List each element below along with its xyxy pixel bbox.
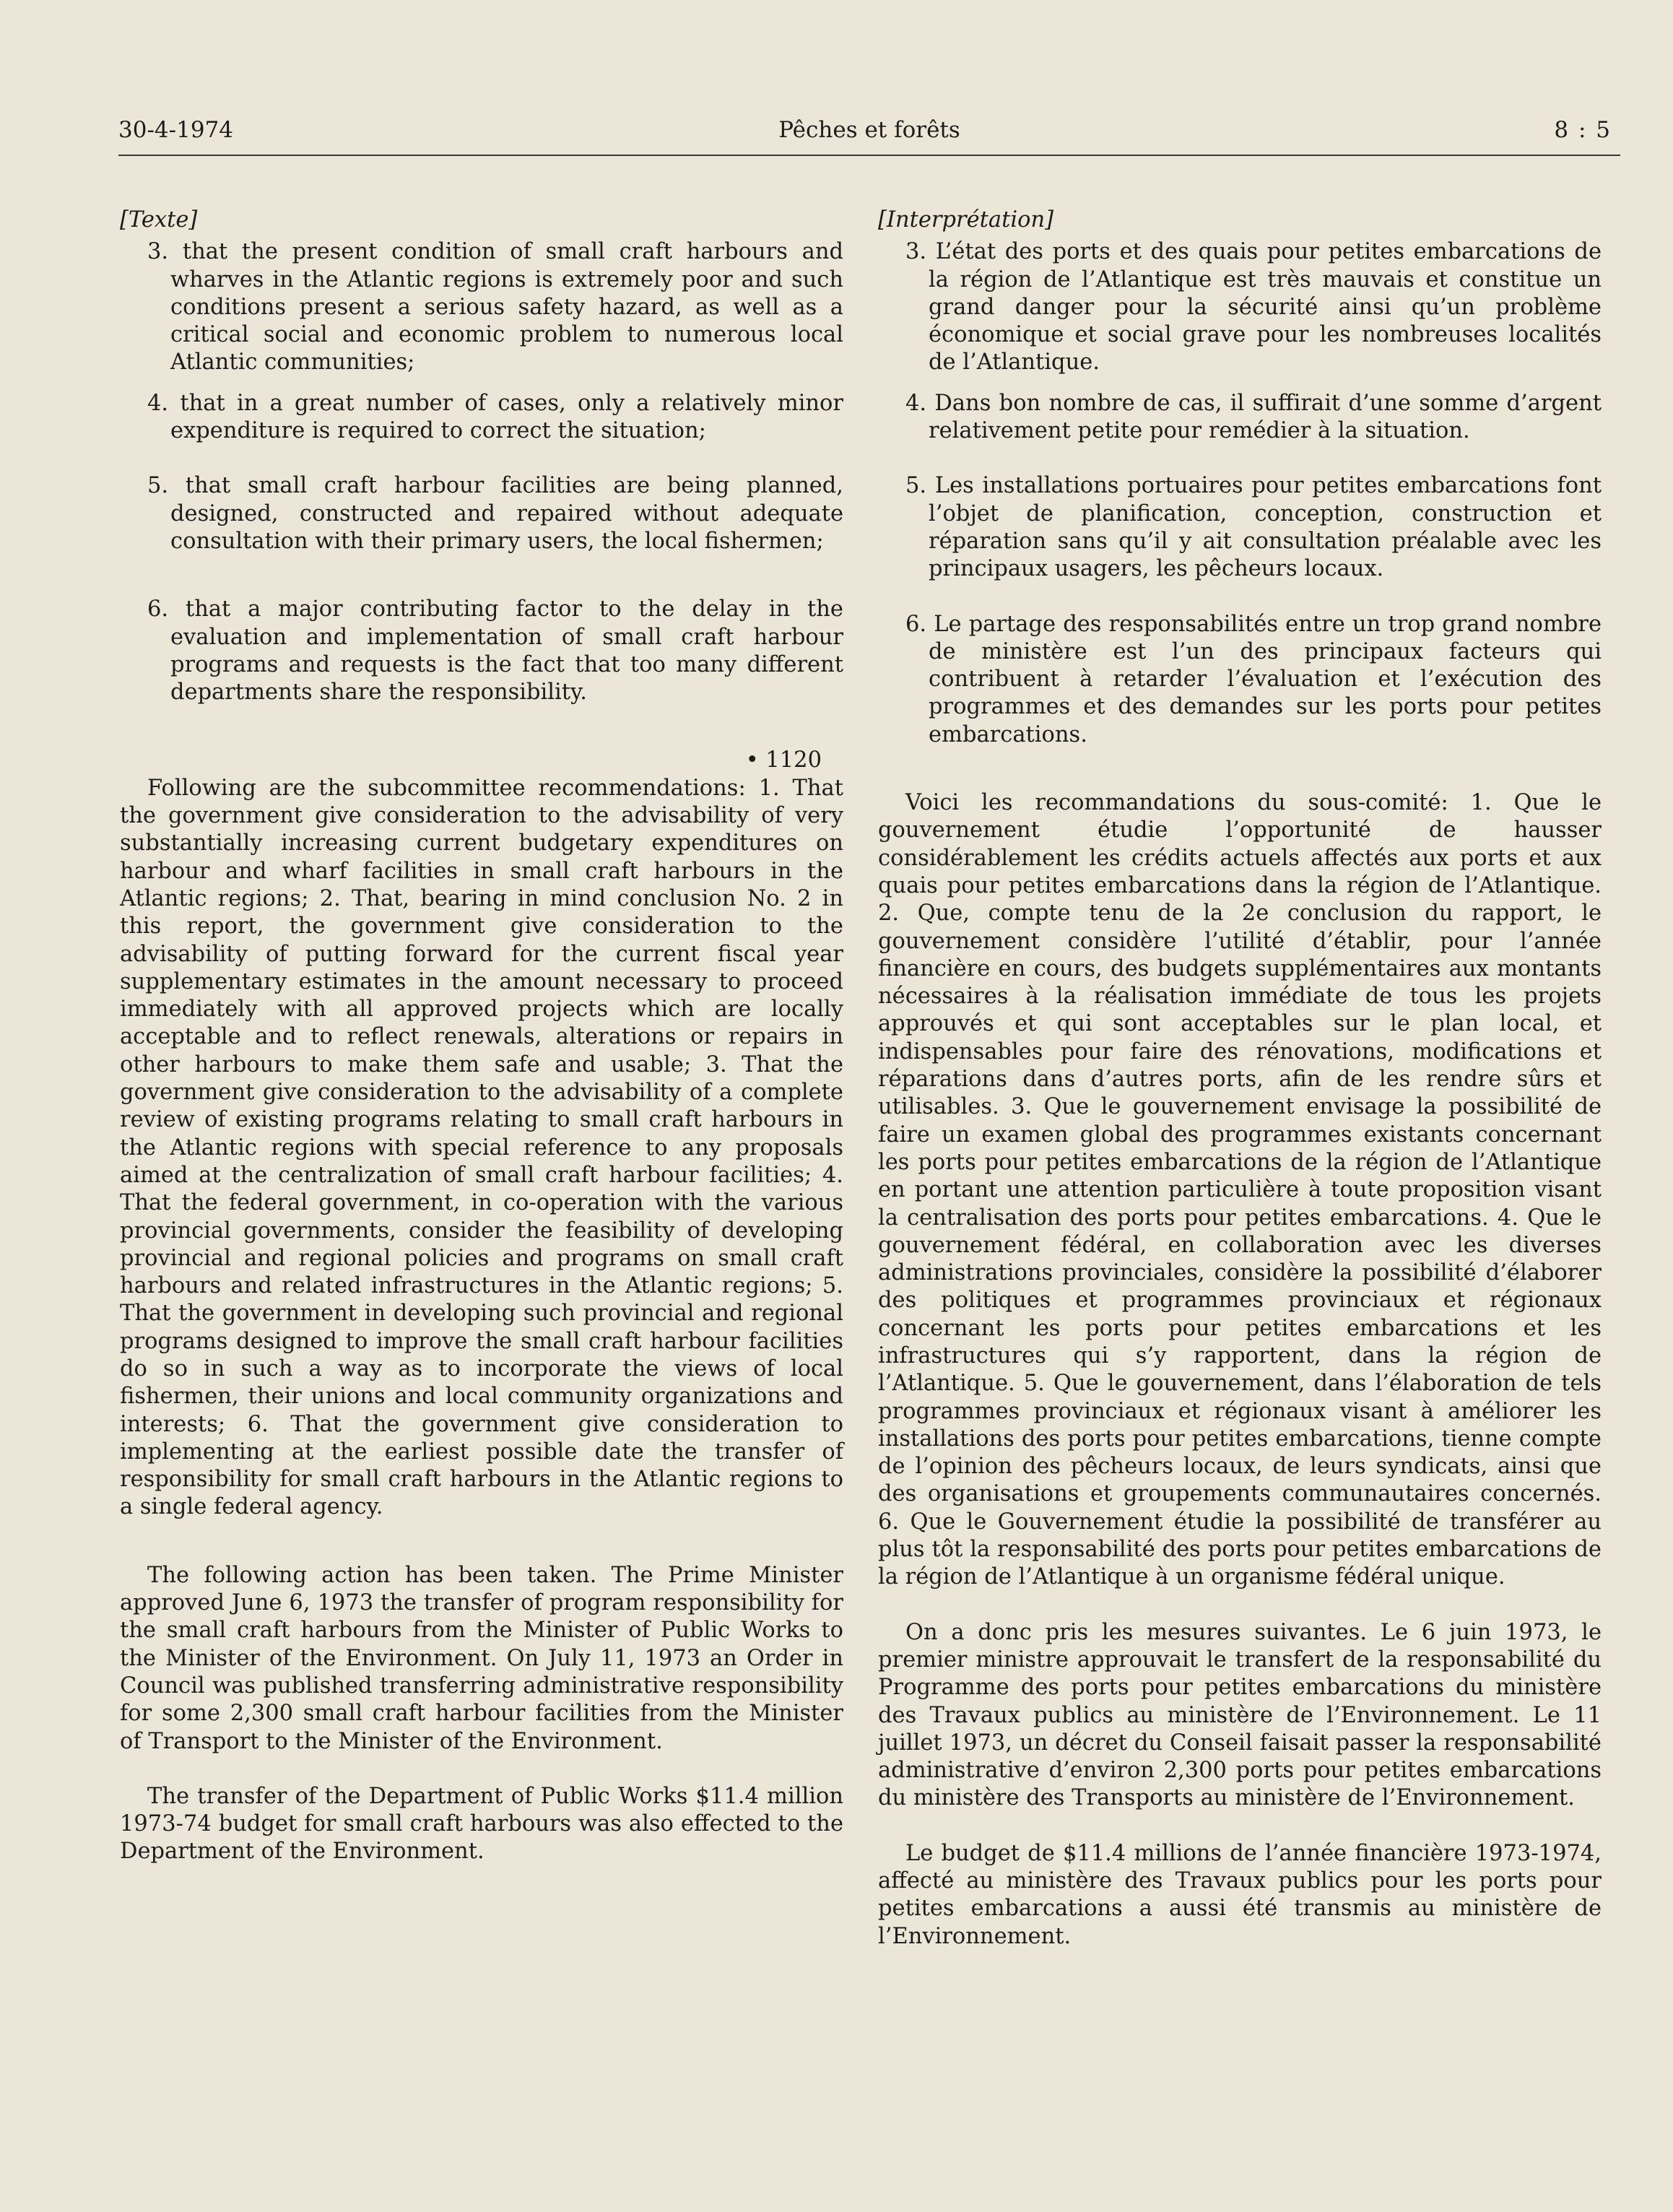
french-conclusion-5: 5. Les installations portuaires pour petites embarcations font l’objet de planification, conception, construction et réparation sans qu’il y ait consultation préalable avec les principaux usagers, les pêcheurs locaux. bbox=[905, 473, 1602, 582]
english-conclusion-6: 6. that a major contributing factor to the delay in the evaluation and implementation of small craft harbour programs and requests is the fact that too many different departments share the responsibility. bbox=[147, 597, 843, 706]
english-budget-transfer: The transfer of the Department of Public Works $11.4 million 1973-74 budget for small craft harbours was also effected to the Department of the Environment. bbox=[120, 1783, 843, 1865]
english-conclusion-3: 3. that the present condition of small craft harbours and wharves in the Atlantic regions is extremely poor and such conditions present a serious safety hazard, as well as a critical social and economic problem to numerous local Atlantic communities; bbox=[147, 239, 843, 376]
header-page-number: 8 : 5 bbox=[1554, 117, 1612, 143]
french-conclusion-3: 3. L’état des ports et des quais pour petites embarcations de la région de l’Atlantique est très mauvais et constitue un grand danger pour la sécurité ainsi qu’un problème économique et social grave pour les nombreuses localités de l’Atlantique. bbox=[905, 239, 1602, 376]
english-recommendations: Following are the subcommittee recommendations: 1. That the government give consideration to the advisability of very substantially increasing current budgetary expenditures on harbour and wharf facilities in small craft harbours in the Atlantic regions; 2. That, bearing in mind conclusion No. 2 in this report, the government give consideration to the advisability of putting forward for the current fiscal year supplementary estimates in the amount necessary to proceed immediately with all approved projects which are locally acceptable and to reflect renewals, alterations or repairs in other harbours to make them safe and usable; 3. That the government give consideration to the advisability of a complete review of existing programs relating to small craft harbours in the Atlantic regions with special reference to any proposals aimed at the centralization of small craft harbour facilities; 4. That the federal government, in co-operation with the various provincial governments, consider the feasibility of developing provincial and regional policies and programs on small craft harbours and related infrastructures in the Atlantic regions; 5. That the government in developing such provincial and regional programs designed to improve the small craft harbour facilities do so in such a way as to incorporate the views of local fishermen, their unions and local community organizations and interests; 6. That the government give consideration to implementing at the earliest possible date the transfer of responsibility for small craft harbours in the Atlantic regions to a single federal agency. bbox=[120, 775, 843, 1520]
french-recommendations: Voici les recommandations du sous-comité: 1. Que le gouvernement étudie l’opportunité de hausser considérablement les crédits actuels affectés aux ports et aux quais pour petites embarcations dans la région de l’Atlantique. 2. Que, compte tenu de la 2e conclusion du rapport, le gouvernement considère l’utilité d’établir, pour l’année financière en cours, des budgets supplémentaires aux montants nécessaires à la réalisation immédiate de tous les projets approuvés et qui sont acceptables sur le plan local, et indispensables pour faire des rénovations, modifications et réparations dans d’autres ports, afin de les rendre sûrs et utilisables. 3. Que le gouvernement envisage la possibilité de faire un examen global des programmes existants concernant les ports pour petites embarcations de la région de l’Atlantique en portant une attention particulière à toute proposition visant la centralisation des ports pour petites embarcations. 4. Que le gouvernement fédéral, en collaboration avec les diverses administrations provinciales, considère la possibilité d’élaborer des politiques et programmes provinciaux et régionaux concernant les ports pour petites embarcations et les infrastructures qui s’y rapportent, dans la région de l’Atlantique. 5. Que le gouvernement, dans l’élaboration de tels programmes provinciaux et régionaux visant à améliorer les installations des ports pour petites embarcations, tienne compte de l’opinion des pêcheurs locaux, de leurs syndicats, ainsi que des organisations et groupements communautaires concernés. 6. Que le Gouvernement étudie la possibilité de transférer au plus tôt la responsabilité des ports pour petites embarcations de la région de l’Atlantique à un organisme fédéral unique. bbox=[878, 790, 1602, 1590]
english-column-label: [Texte] bbox=[120, 207, 198, 233]
header-title: Pêches et forêts bbox=[778, 117, 960, 143]
header-date: 30-4-1974 bbox=[118, 117, 234, 143]
french-column-label: [Interprétation] bbox=[878, 207, 1053, 233]
page-header bbox=[118, 108, 1620, 156]
english-conclusion-5: 5. that small craft harbour facilities are being planned, designed, constructed and repaired without adequate consultation with their primary users, the local fishermen; bbox=[147, 473, 843, 554]
french-action-taken: On a donc pris les mesures suivantes. Le 6 juin 1973, le premier ministre approuvait le transfert de la responsabilité du Programme des ports pour petites embarcations du ministère des Travaux publics au ministère de l’Environnement. Le 11 juillet 1973, un décret du Conseil faisait passer la responsabilité administrative d’environ 2,300 ports pour petites embarcations du ministère des Transports au ministère de l’Environnement. bbox=[878, 1619, 1602, 1811]
english-action-taken: The following action has been taken. The Prime Minister approved June 6, 1973 the transfer of program responsibility for the small craft harbours from the Minister of Public Works to the Minister of the Environment. On July 11, 1973 an Order in Council was published transferring administrative responsibility for some 2,300 small craft harbour facilities from the Minister of Transport to the Minister of the Environment. bbox=[120, 1562, 843, 1754]
french-conclusion-4: 4. Dans bon nombre de cas, il suffirait d’une somme d’argent relativement petite pour remédier à la situation. bbox=[905, 390, 1602, 444]
time-marker: • 1120 bbox=[745, 747, 822, 773]
english-column bbox=[120, 207, 843, 1866]
english-conclusion-4: 4. that in a great number of cases, only a relatively minor expenditure is required to correct the situation; bbox=[147, 390, 843, 444]
french-conclusion-6: 6. Le partage des responsabilités entre un trop grand nombre de ministère est l’un des principaux facteurs qui contribuent à retarder l’évaluation et l’exécution des programmes et des demandes sur les ports pour petites embarcations. bbox=[905, 611, 1602, 747]
french-column bbox=[878, 207, 1602, 1951]
french-budget-transfer: Le budget de $11.4 millions de l’année financière 1973-1974, affecté au ministère des Travaux publics pour les ports pour petites embarcations a aussi été transmis au ministère de l’Environnement. bbox=[878, 1840, 1602, 1949]
